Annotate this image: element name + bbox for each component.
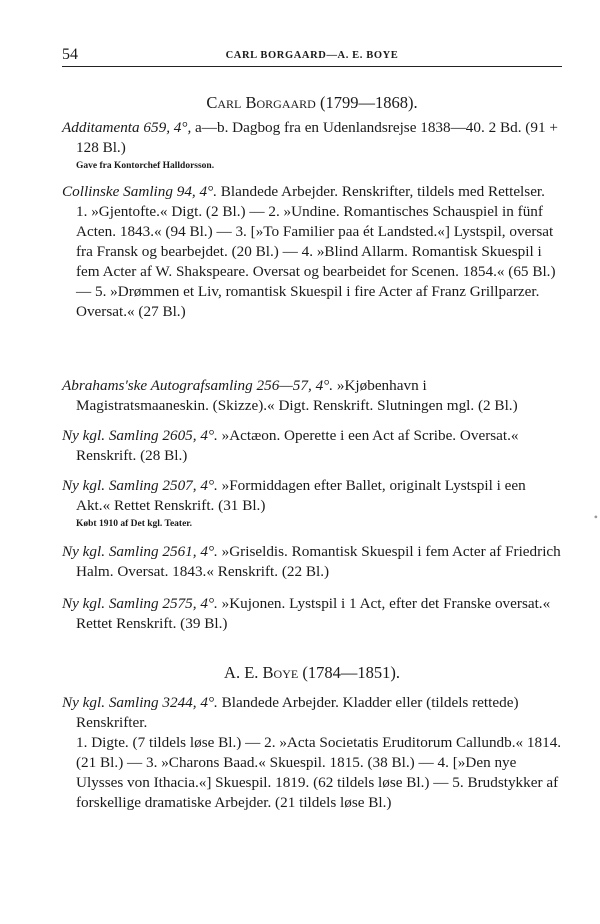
entry-note: Købt 1910 af Det kgl. Teater. xyxy=(76,519,193,529)
author-name: Carl Borgaard xyxy=(206,93,316,112)
author-dates: (1799—1868). xyxy=(319,93,418,112)
margin-mark: • xyxy=(593,510,598,524)
catalog-entry xyxy=(62,426,562,466)
entry-text: »Formiddagen efter Ballet, originalt Lystspil i een Akt.« Rettet Renskrift. (31 Bl.) xyxy=(76,477,526,514)
entry-text: »Actæon. Operette i een Act af Scribe. Oversat.« Renskrift. (28 Bl.) xyxy=(76,427,519,464)
running-head xyxy=(62,46,562,66)
entry-source: Abrahams'ske Autografsamling 256—57, 4°. xyxy=(62,377,334,394)
catalog-entry xyxy=(62,594,562,634)
entry-source: Ny kgl. Samling 2605, 4°. xyxy=(62,427,218,444)
section-heading-borgaard xyxy=(62,93,562,113)
entry-text: Blandede Arbejder. Kladder eller (tildels rettede) Renskrifter. xyxy=(76,694,519,731)
section-heading-boye xyxy=(62,663,562,683)
entry-source: Additamenta 659, 4°, xyxy=(62,119,192,136)
entry-text: Blandede Arbejder. Renskrifter, tildels med Rettelser. xyxy=(217,183,545,200)
catalog-entry xyxy=(62,476,562,531)
catalog-entry xyxy=(62,693,562,813)
entry-body: 1. Digte. (7 tildels løse Bl.) — 2. »Acta Societatis Eruditorum Callundb.« 1814. (21 Bl.) — 3. »Charons Baad.« Skuespil. 1815. (38 Bl.) — 4. [»Den nye Ulysses von Ithacia.«] Skuespil. 1819. (62 tildels løse Bl.) — 5. Brudstykker af forskellige dramatiske Arbejder. (21 tildels løse Bl.) xyxy=(76,734,562,811)
entry-text: »Kjøbenhavn i Magistratsmaaneskin. (Skizze).« Digt. Renskrift. Slutningen mgl. (2 Bl.) xyxy=(76,377,518,414)
header-rule xyxy=(62,66,562,67)
entry-note: Gave fra Kontorchef Halldorsson. xyxy=(76,161,215,171)
entry-text: »Kujonen. Lystspil i 1 Act, efter det Franske oversat.« Rettet Renskrift. (39 Bl.) xyxy=(76,595,551,632)
catalog-entry xyxy=(62,376,562,416)
page-number: 54 xyxy=(62,46,78,63)
entry-source: Ny kgl. Samling 2561, 4°. xyxy=(62,543,218,560)
catalog-entry xyxy=(62,118,562,173)
catalog-entry xyxy=(62,542,562,582)
entry-source: Ny kgl. Samling 3244, 4°. xyxy=(62,694,218,711)
running-title: CARL BORGAARD—A. E. BOYE xyxy=(225,50,399,61)
author-name: A. E. Boye xyxy=(224,663,299,682)
author-dates: (1784—1851). xyxy=(302,663,400,682)
entry-source: Collinske Samling 94, 4°. xyxy=(62,183,217,200)
entry-text: »Griseldis. Romantisk Skuespil i fem Acter af Friedrich Halm. Oversat. 1843.« Renskrift. (22 Bl.) xyxy=(76,543,561,580)
entry-body: 1. »Gjentofte.« Digt. (2 Bl.) — 2. »Undine. Romantisches Schauspiel in fünf Acten. 1843.« (94 Bl.) — 3. [»To Familier paa ét Landsted.«] Lystspil, oversat fra Fransk og bearbejdet. (20 Bl.) — 4. »Blind Allarm. Romantisk Skuespil i fem Acter af W. Shakspeare. Oversat og bearbeidet for Scenen. 1854.« (65 Bl.) — 5. »Drømmen et Liv, romantisk Skuespil i fire Acter af Franz Grillparzer. Oversat.« (27 Bl.) xyxy=(76,203,556,320)
entry-text: a—b. Dagbog fra en Udenlandsrejse 1838—40. 2 Bd. (91 + 128 Bl.) xyxy=(76,119,558,156)
catalog-entry xyxy=(62,182,562,322)
entry-source: Ny kgl. Samling 2507, 4°. xyxy=(62,477,218,494)
entry-source: Ny kgl. Samling 2575, 4°. xyxy=(62,595,218,612)
